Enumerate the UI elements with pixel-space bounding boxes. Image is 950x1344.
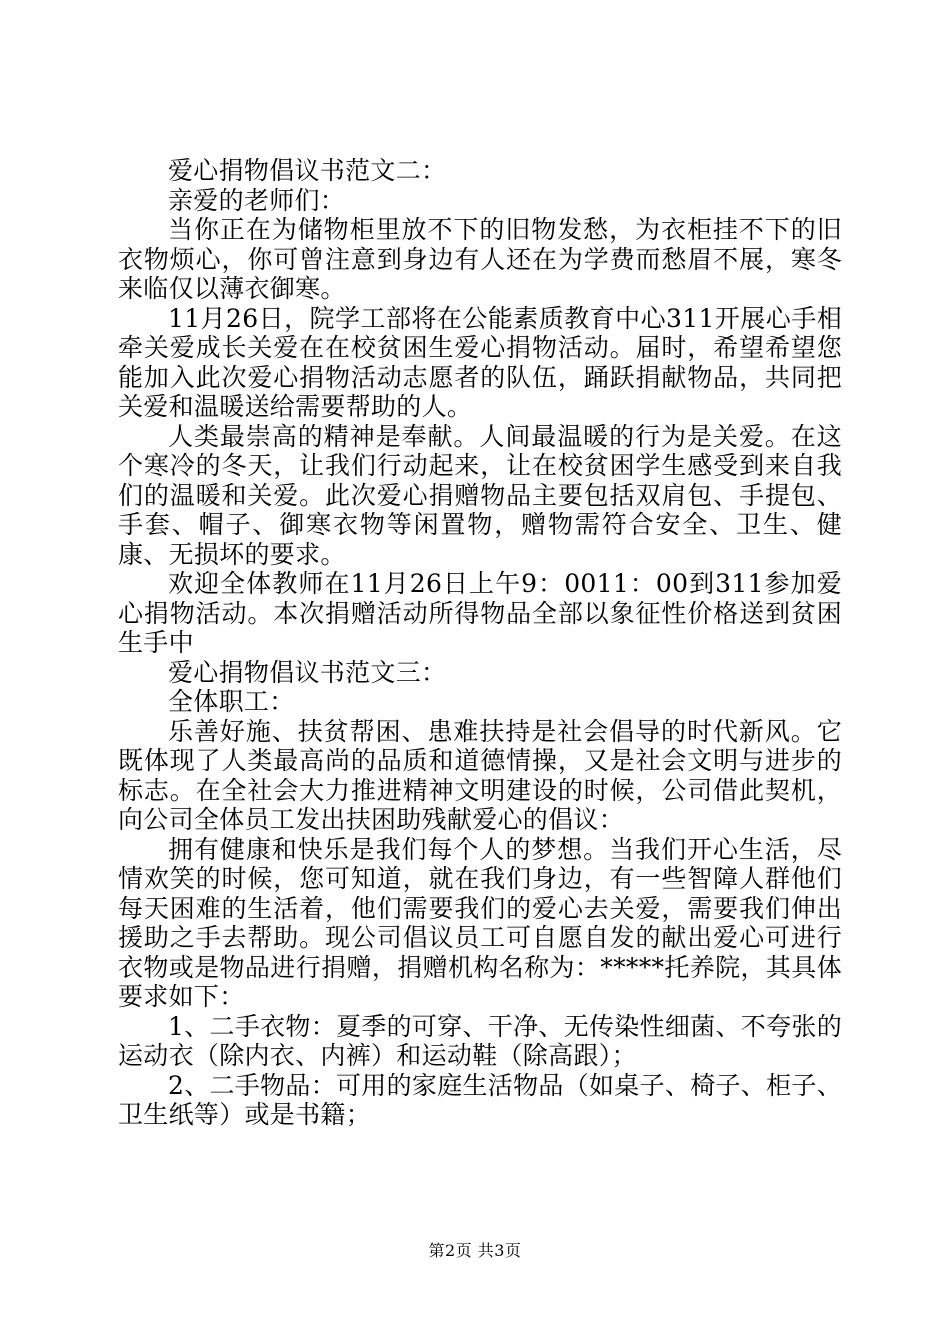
section-heading-2: 爱心捐物倡议书范文二： <box>168 156 447 185</box>
paragraph: 欢迎全体教师在11月26日上午9：0011：00到311参加爱心捐物活动。本次捐赠活动所得物品全部以象征性价格送到贫困生手中 <box>118 569 842 657</box>
section-heading-3: 爱心捐物倡议书范文三： <box>168 657 447 687</box>
page-number: 第2页 共3页 <box>428 1241 522 1260</box>
salutation-staff: 全体职工： <box>168 687 295 716</box>
paragraph: 乐善好施、扶贫帮困、患难扶持是社会倡导的时代新风。它既体现了人类最高尚的品质和道德情操，又是社会文明与进步的标志。在全社会大力推进精神文明建设的时候，公司借此契机，向公司全体员工发出扶困助残献爱心的倡议： <box>118 716 842 834</box>
list-item: 2、二手物品：可用的家庭生活物品（如桌子、椅子、柜子、卫生纸等）或是书籍； <box>118 1070 843 1129</box>
list-item: 1、二手衣物：夏季的可穿、干净、无传染性细菌、不夸张的运动衣（除内衣、内裤）和运动鞋（除高跟）； <box>118 1011 843 1070</box>
paragraph: 当你正在为储物柜里放不下的旧物发愁，为衣柜挂不下的旧衣物烦心，你可曾注意到身边有人还在为学费而愁眉不展，寒冬来临仅以薄衣御寒。 <box>118 215 842 303</box>
paragraph: 11月26日，院学工部将在公能素质教育中心311开展心手相牵关爱成长关爱在在校贫困生爱心捐物活动。届时，希望希望您能加入此次爱心捐物活动志愿者的队伍，踊跃捐献物品，共同把关爱和温暖送给需要帮助的人。 <box>118 303 842 421</box>
paragraph: 人类最崇高的精神是奉献。人间最温暖的行为是关爱。在这个寒冷的冬天，让我们行动起来，让在校贫困学生感受到来自我们的温暖和关爱。此次爱心捐赠物品主要包括双肩包、手提包、手套、帽子、御寒衣物等闲置物，赠物需符合安全、卫生、健康、无损坏的要求。 <box>118 421 842 569</box>
paragraph: 拥有健康和快乐是我们每个人的梦想。当我们开心生活，尽情欢笑的时候，您可知道，就在我们身边，有一些智障人群他们每天困难的生活着，他们需要我们的爱心去关爱，需要我们伸出援助之手去帮助。现公司倡议员工可自愿自发的献出爱心可进行衣物或是物品进行捐赠，捐赠机构名称为：*****托养院，其具体要求如下： <box>118 834 842 1011</box>
document-body <box>118 156 842 1130</box>
salutation-teachers: 亲爱的老师们： <box>168 185 346 215</box>
